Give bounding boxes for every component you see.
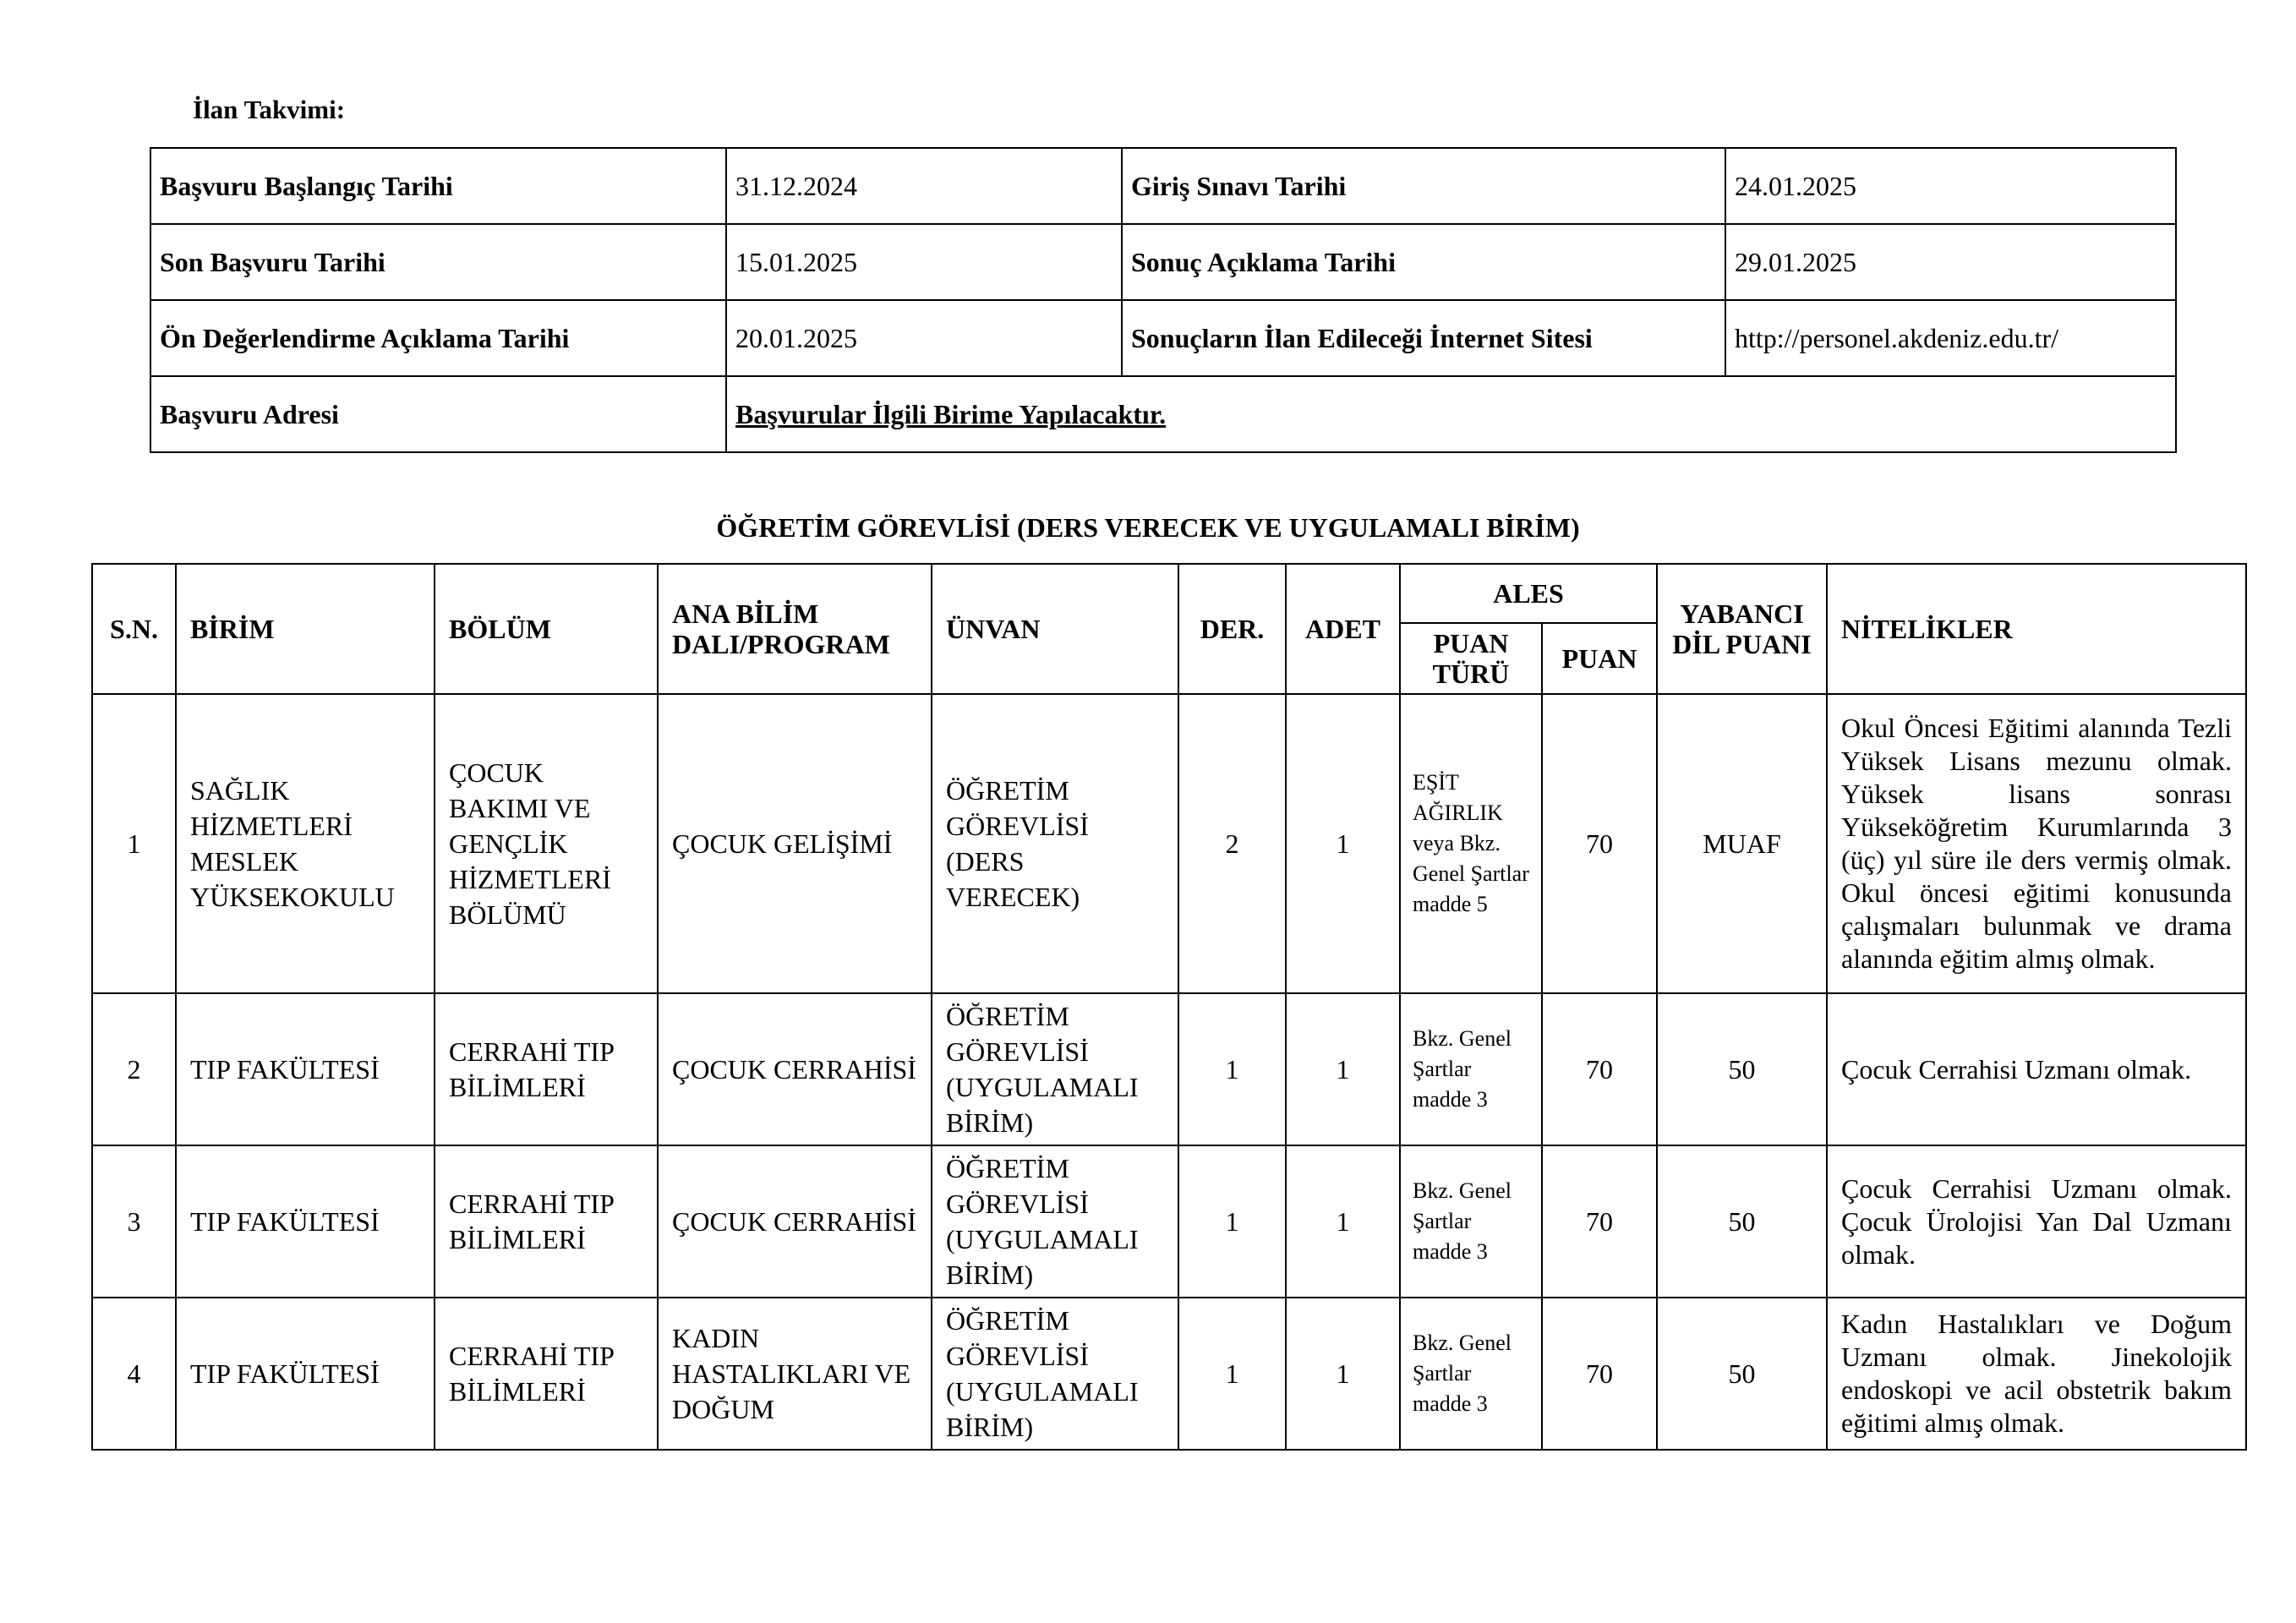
takvim-label: Giriş Sınavı Tarihi: [1122, 148, 1725, 224]
header-sn: S.N.: [92, 564, 176, 694]
address-value: Başvurular İlgili Birime Yapılacaktır.: [735, 398, 1167, 429]
cell-puan-turu: EŞİT AĞIRLIK veya Bkz. Genel Şartlar madde 5: [1400, 694, 1542, 993]
cell-birim: SAĞLIK HİZMETLERİ MESLEK YÜKSEKOKULU: [176, 694, 435, 993]
cell-der: 1: [1178, 1145, 1286, 1298]
cell-nitelikler: Okul Öncesi Eğitimi alanında Tezli Yüksek Lisans mezunu olmak. Yüksek lisans sonrası Yükseköğretim Kurumlarında 3 (üç) yıl süre ile ders vermiş olmak. Okul öncesi eğitimi konusunda çalışmaları bulunmak ve drama alanında eğitim almış olmak.: [1827, 694, 2246, 993]
takvim-value: 15.01.2025: [726, 224, 1122, 300]
cell-ana-bilim-dali: KADIN HASTALIKLARI VE DOĞUM: [658, 1298, 932, 1450]
cell-adet: 1: [1286, 993, 1400, 1145]
address-value-cell: [726, 376, 2176, 452]
table-row: [92, 993, 2246, 1145]
ilan-takvimi-heading: İlan Takvimi:: [193, 95, 346, 124]
cell-yabanci-dil: 50: [1657, 1145, 1827, 1298]
header-puan: PUAN: [1542, 623, 1657, 694]
takvim-row: [150, 300, 2176, 376]
cell-nitelikler: Çocuk Cerrahisi Uzmanı olmak. Çocuk Ürolojisi Yan Dal Uzmanı olmak.: [1827, 1145, 2246, 1298]
cell-sn: 4: [92, 1298, 176, 1450]
takvim-row: [150, 376, 2176, 452]
cell-sn: 1: [92, 694, 176, 993]
cell-yabanci-dil: MUAF: [1657, 694, 1827, 993]
takvim-value: 29.01.2025: [1725, 224, 2176, 300]
takvim-label: Son Başvuru Tarihi: [150, 224, 726, 300]
address-label: Başvuru Adresi: [150, 376, 726, 452]
takvim-row: [150, 148, 2176, 224]
cell-puan: 70: [1542, 1145, 1657, 1298]
takvim-value: 31.12.2024: [726, 148, 1122, 224]
cell-bolum: CERRAHİ TIP BİLİMLERİ: [435, 1145, 658, 1298]
cell-yabanci-dil: 50: [1657, 993, 1827, 1145]
cell-unvan: ÖĞRETİM GÖREVLİSİ (UYGULAMALI BİRİM): [932, 1145, 1178, 1298]
cell-puan: 70: [1542, 993, 1657, 1145]
cell-puan: 70: [1542, 1298, 1657, 1450]
cell-der: 1: [1178, 1298, 1286, 1450]
table-row: [92, 694, 2246, 993]
table-row: [92, 1298, 2246, 1450]
cell-bolum: ÇOCUK BAKIMI VE GENÇLİK HİZMETLERİ BÖLÜMÜ: [435, 694, 658, 993]
cell-unvan: ÖĞRETİM GÖREVLİSİ (DERS VERECEK): [932, 694, 1178, 993]
cell-puan: 70: [1542, 694, 1657, 993]
takvim-value: 24.01.2025: [1725, 148, 2176, 224]
takvim-label: Başvuru Başlangıç Tarihi: [150, 148, 726, 224]
cell-unvan: ÖĞRETİM GÖREVLİSİ (UYGULAMALI BİRİM): [932, 1298, 1178, 1450]
takvim-label: Ön Değerlendirme Açıklama Tarihi: [150, 300, 726, 376]
header-ales: ALES: [1400, 564, 1657, 623]
header-bolum: BÖLÜM: [435, 564, 658, 694]
takvim-label: Sonuç Açıklama Tarihi: [1122, 224, 1725, 300]
positions-table: [91, 563, 2247, 1451]
header-birim: BİRİM: [176, 564, 435, 694]
cell-unvan: ÖĞRETİM GÖREVLİSİ (UYGULAMALI BİRİM): [932, 993, 1178, 1145]
cell-der: 2: [1178, 694, 1286, 993]
header-puan-turu: PUAN TÜRÜ: [1400, 623, 1542, 694]
table-row: [92, 1145, 2246, 1298]
takvim-row: [150, 224, 2176, 300]
header-row: [92, 564, 2246, 623]
cell-puan-turu: Bkz. Genel Şartlar madde 3: [1400, 993, 1542, 1145]
website-link[interactable]: http://personel.akdeniz.edu.tr/: [1725, 300, 2176, 376]
header-yabanci-dil: YABANCI DİL PUANI: [1657, 564, 1827, 694]
cell-puan-turu: Bkz. Genel Şartlar madde 3: [1400, 1145, 1542, 1298]
ilan-takvimi-table: [150, 147, 2177, 453]
cell-puan-turu: Bkz. Genel Şartlar madde 3: [1400, 1298, 1542, 1450]
cell-birim: TIP FAKÜLTESİ: [176, 1145, 435, 1298]
cell-bolum: CERRAHİ TIP BİLİMLERİ: [435, 993, 658, 1145]
takvim-value: 20.01.2025: [726, 300, 1122, 376]
header-adet: ADET: [1286, 564, 1400, 694]
cell-ana-bilim-dali: ÇOCUK CERRAHİSİ: [658, 1145, 932, 1298]
cell-adet: 1: [1286, 1298, 1400, 1450]
cell-birim: TIP FAKÜLTESİ: [176, 993, 435, 1145]
cell-bolum: CERRAHİ TIP BİLİMLERİ: [435, 1298, 658, 1450]
cell-sn: 2: [92, 993, 176, 1145]
takvim-label: Sonuçların İlan Edileceği İnternet Sitesi: [1122, 300, 1725, 376]
header-der: DER.: [1178, 564, 1286, 694]
cell-birim: TIP FAKÜLTESİ: [176, 1298, 435, 1450]
cell-der: 1: [1178, 993, 1286, 1145]
cell-ana-bilim-dali: ÇOCUK GELİŞİMİ: [658, 694, 932, 993]
header-unvan: ÜNVAN: [932, 564, 1178, 694]
section-title: ÖĞRETİM GÖREVLİSİ (DERS VERECEK VE UYGULAMALI BİRİM): [716, 512, 1580, 543]
cell-adet: 1: [1286, 694, 1400, 993]
header-nitelikler: NİTELİKLER: [1827, 564, 2246, 694]
cell-yabanci-dil: 50: [1657, 1298, 1827, 1450]
cell-nitelikler: Kadın Hastalıkları ve Doğum Uzmanı olmak. Jinekolojik endoskopi ve acil obstetrik bakım eğitimi almış olmak.: [1827, 1298, 2246, 1450]
cell-sn: 3: [92, 1145, 176, 1298]
cell-nitelikler: Çocuk Cerrahisi Uzmanı olmak.: [1827, 993, 2246, 1145]
cell-ana-bilim-dali: ÇOCUK CERRAHİSİ: [658, 993, 932, 1145]
header-ana-bilim-dali: ANA BİLİM DALI/PROGRAM: [658, 564, 932, 694]
cell-adet: 1: [1286, 1145, 1400, 1298]
